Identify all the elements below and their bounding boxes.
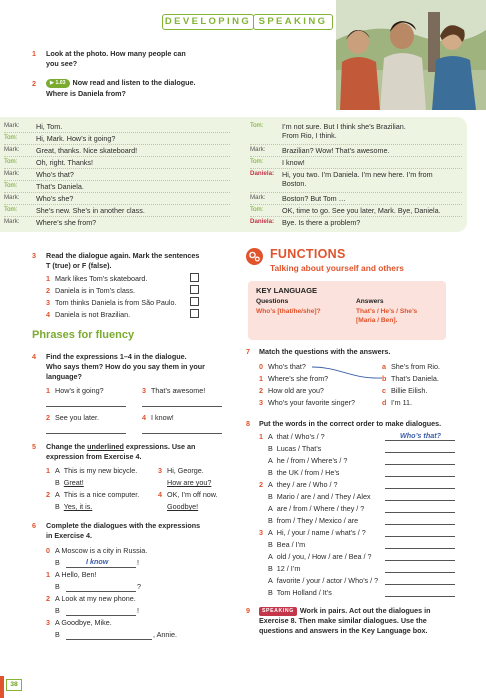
list-item: B — [55, 606, 60, 615]
dialogue-line: Tom: Oh, right. Thanks! — [4, 158, 93, 167]
dialogue-line: Tom: That’s Daniela. — [4, 182, 84, 191]
list-item: d I’m 11. — [382, 398, 413, 407]
exercise-8-number: 8 — [246, 419, 250, 428]
list-item: B — [55, 558, 60, 567]
list-item: B Bea / I’m — [268, 540, 306, 549]
section-heading-phrases: Phrases for fluency — [32, 329, 135, 341]
key-language-box — [248, 281, 446, 340]
list-item: B Lucas / That’s — [268, 444, 322, 453]
answer-blank[interactable] — [142, 406, 222, 407]
list-item: 1 Mark likes Tom’s skateboard. — [46, 274, 148, 283]
exercise-3-instruction-line1: Read the dialogue again. Mark the sentences — [46, 251, 200, 260]
answer-blank[interactable] — [385, 440, 455, 441]
list-item: 0 Who’s that? — [259, 362, 306, 371]
exercise-1-number: 1 — [32, 49, 36, 58]
exercise-6-instruction-line1: Complete the dialogues with the expressions — [46, 521, 201, 530]
list-item: A are / from / Where / they / ? — [268, 504, 365, 513]
exercise-1-instruction-line2: you see? — [46, 59, 78, 68]
list-item: b That’s Daniela. — [382, 374, 439, 383]
list-item: 2 Daniela is in Tom’s class. — [46, 286, 136, 295]
dialogue-line: Mark: Who’s she? — [4, 194, 74, 203]
exercise-4-number: 4 — [32, 352, 36, 361]
answer-blank[interactable] — [385, 452, 455, 453]
dialogue-line: Mark: Boston? But Tom … — [250, 194, 346, 203]
list-item: 3 Who’s your favorite singer? — [259, 398, 355, 407]
dialogue-line: Mark: Who’s that? — [4, 170, 74, 179]
true-false-checkbox[interactable] — [190, 285, 199, 294]
answer-blank[interactable] — [385, 584, 455, 585]
exercise-9-number: 9 — [246, 606, 250, 615]
list-item: 3 A Goodbye, Mike. — [46, 618, 112, 627]
exercise-8-instruction: Put the words in the correct order to make dialogues. — [259, 419, 442, 428]
dialogue-line: Tom: OK, time to go. See you later, Mark. Bye, Daniela. — [250, 206, 441, 215]
answer-blank[interactable] — [385, 560, 455, 561]
dialogue-box — [0, 117, 467, 232]
dialogue-line: Mark: Hi, Tom. — [4, 122, 63, 131]
exercise-5-instruction-line2: expression from Exercise 4. — [46, 452, 142, 461]
exercise-7-number: 7 — [246, 347, 250, 356]
list-item: 4 I know! — [142, 413, 174, 422]
answer-blank[interactable] — [66, 567, 136, 568]
exercise-9-instruction-line1: SPEAKING Work in pairs. Act out the dialogues in — [259, 606, 431, 616]
list-item: 3 That’s awesome! — [142, 386, 206, 395]
dialogue-line: Tom: Hi, Mark. How’s it going? — [4, 134, 116, 143]
dialogue-line: Tom: I’m not sure. But I think she’s Brazilian. From Rio, I think. — [250, 122, 406, 140]
questions-heading: Questions — [256, 298, 289, 305]
exercise-9-instruction-line2: Exercise 8. Then make similar dialogues. Use the — [259, 616, 427, 625]
exercise-2-number: 2 — [32, 79, 36, 88]
list-item: 1 A This is my new bicycle. — [46, 466, 138, 475]
answers-heading: Answers — [356, 298, 384, 305]
example-answer: Who’s that? — [400, 431, 441, 440]
photo-three-teens — [336, 0, 486, 110]
audio-track-badge[interactable]: ▶ 1.03 — [46, 79, 70, 88]
key-language-title: KEY LANGUAGE — [256, 286, 318, 295]
answer-blank[interactable] — [385, 536, 455, 537]
list-item: 2 A This is a nice computer. — [46, 490, 140, 499]
answer-blank[interactable] — [46, 406, 126, 407]
page-number: 38 — [6, 679, 22, 691]
answer-blank[interactable] — [385, 476, 455, 477]
list-item: 3 Tom thinks Daniela is from São Paulo. — [46, 298, 177, 307]
exercise-3-instruction-line2: T (true) or F (false). — [46, 261, 112, 270]
list-item: B the UK / from / He’s — [268, 468, 340, 477]
list-item: Goodbye! — [167, 502, 199, 511]
punctuation: ? — [137, 582, 141, 591]
dialogue-line: Mark: Brazilian? Wow! That’s awesome. — [250, 146, 390, 155]
true-false-checkbox[interactable] — [190, 273, 199, 282]
list-item: 2 A they / are / Who / ? — [259, 480, 338, 489]
footer-accent-bar — [0, 676, 4, 698]
list-item: 4 OK, I’m off now. — [158, 490, 218, 499]
list-item: 0 A Moscow is a city in Russia. — [46, 546, 148, 555]
list-item: 2 How old are you? — [259, 386, 324, 395]
exercise-2-instruction-line2: Where is Daniela from? — [46, 89, 126, 98]
tab-developing: DEVELOPING — [162, 14, 254, 30]
exercise-4-instruction-line3: language? — [46, 372, 82, 381]
list-item: How are you? — [167, 478, 212, 487]
answer-blank[interactable] — [66, 639, 152, 640]
list-item: B 12 / I’m — [268, 564, 301, 573]
list-item: 2 See you later. — [46, 413, 99, 422]
list-item: 1 A that / Who’s / ? — [259, 432, 325, 441]
true-false-checkbox[interactable] — [190, 297, 199, 306]
answer-blank[interactable] — [385, 512, 455, 513]
list-item: B Great! — [55, 478, 84, 487]
list-item: 3 A Hi, / your / name / what’s / ? — [259, 528, 366, 537]
exercise-1-instruction-line1: Look at the photo. How many people can — [46, 49, 186, 58]
example-answer: I know — [86, 557, 109, 566]
exercise-3-number: 3 — [32, 251, 36, 260]
list-item: 1 Where’s she from? — [259, 374, 329, 383]
exercise-4-instruction-line2: Who says them? How do you say them in your — [46, 362, 205, 371]
list-item: c Billie Eilish. — [382, 386, 428, 395]
tab-speaking: SPEAKING — [253, 14, 333, 30]
list-item: A favorite / your / actor / Who’s / ? — [268, 576, 379, 585]
list-item: B — [55, 630, 60, 639]
answer-blank[interactable] — [385, 524, 455, 525]
answer-blank[interactable] — [385, 548, 455, 549]
exercise-5-number: 5 — [32, 442, 36, 451]
dialogue-line: Mark: Great, thanks. Nice skateboard! — [4, 146, 138, 155]
dialogue-line: Mark: Where’s she from? — [4, 218, 97, 227]
answer-blank[interactable] — [66, 591, 136, 592]
list-item: B from / They / Mexico / are — [268, 516, 359, 525]
list-item: a She’s from Rio. — [382, 362, 440, 371]
answer-blank[interactable] — [385, 500, 455, 501]
list-item: A he / from / Where’s / ? — [268, 456, 348, 465]
exercise-2-instruction-line1: ▶ 1.03 Now read and listen to the dialogue. — [46, 78, 196, 88]
list-item: 1 A Hello, Ben! — [46, 570, 97, 579]
true-false-checkbox[interactable] — [190, 309, 199, 318]
dialogue-line: Tom: She’s new. She’s in another class. — [4, 206, 145, 215]
list-item: B Mario / are / and / They / Alex — [268, 492, 371, 501]
answer-blank[interactable] — [46, 433, 126, 434]
answer-blank[interactable] — [385, 572, 455, 573]
list-item: 4 Daniela is not Brazilian. — [46, 310, 131, 319]
key-question: Who’s [that/he/she]? — [256, 308, 321, 315]
dialogue-line: Daniela: Hi, you two. I’m Daniela. I’m new here. I’m from Boston. — [250, 170, 433, 188]
list-item: 2 A Look at my new phone. — [46, 594, 136, 603]
answer-blank[interactable] — [385, 464, 455, 465]
exercise-7-instruction: Match the questions with the answers. — [259, 347, 391, 356]
exercise-9-instruction-line3: questions and answers in the Key Language box. — [259, 626, 428, 635]
answer-blank[interactable] — [66, 615, 136, 616]
list-item: B — [55, 582, 60, 591]
punctuation: ! — [137, 606, 139, 615]
list-item: B Tom Holland / It’s — [268, 588, 332, 597]
punctuation: ! — [137, 558, 139, 567]
exercise-4-instruction-line1: Find the expressions 1–4 in the dialogue. — [46, 352, 187, 361]
exercise-6-number: 6 — [32, 521, 36, 530]
list-item: B Yes, it is. — [55, 502, 93, 511]
list-item: 3 Hi, George. — [158, 466, 204, 475]
answer-blank[interactable] — [385, 488, 455, 489]
answer-blank[interactable] — [385, 596, 455, 597]
list-item: 1 How’s it going? — [46, 386, 104, 395]
match-connector-line — [310, 363, 385, 383]
key-answer: That’s / He’s / She’s [Maria / Ben]. — [356, 308, 418, 324]
gear-icon — [246, 248, 263, 265]
functions-title: FUNCTIONS — [270, 247, 346, 261]
answer-blank[interactable] — [142, 433, 222, 434]
dialogue-line: Tom: I know! — [250, 158, 305, 167]
list-item: A old / you, / How / are / Bea / ? — [268, 552, 372, 561]
exercise-6-instruction-line2: in Exercise 4. — [46, 531, 92, 540]
dialogue-line: Daniela: Bye. Is there a problem? — [250, 218, 361, 227]
functions-subtitle: Talking about yourself and others — [270, 263, 404, 273]
punctuation: , Annie. — [153, 630, 177, 639]
exercise-5-instruction-line1: Change the underlined expressions. Use an — [46, 442, 196, 451]
speaking-badge: SPEAKING — [259, 607, 297, 616]
